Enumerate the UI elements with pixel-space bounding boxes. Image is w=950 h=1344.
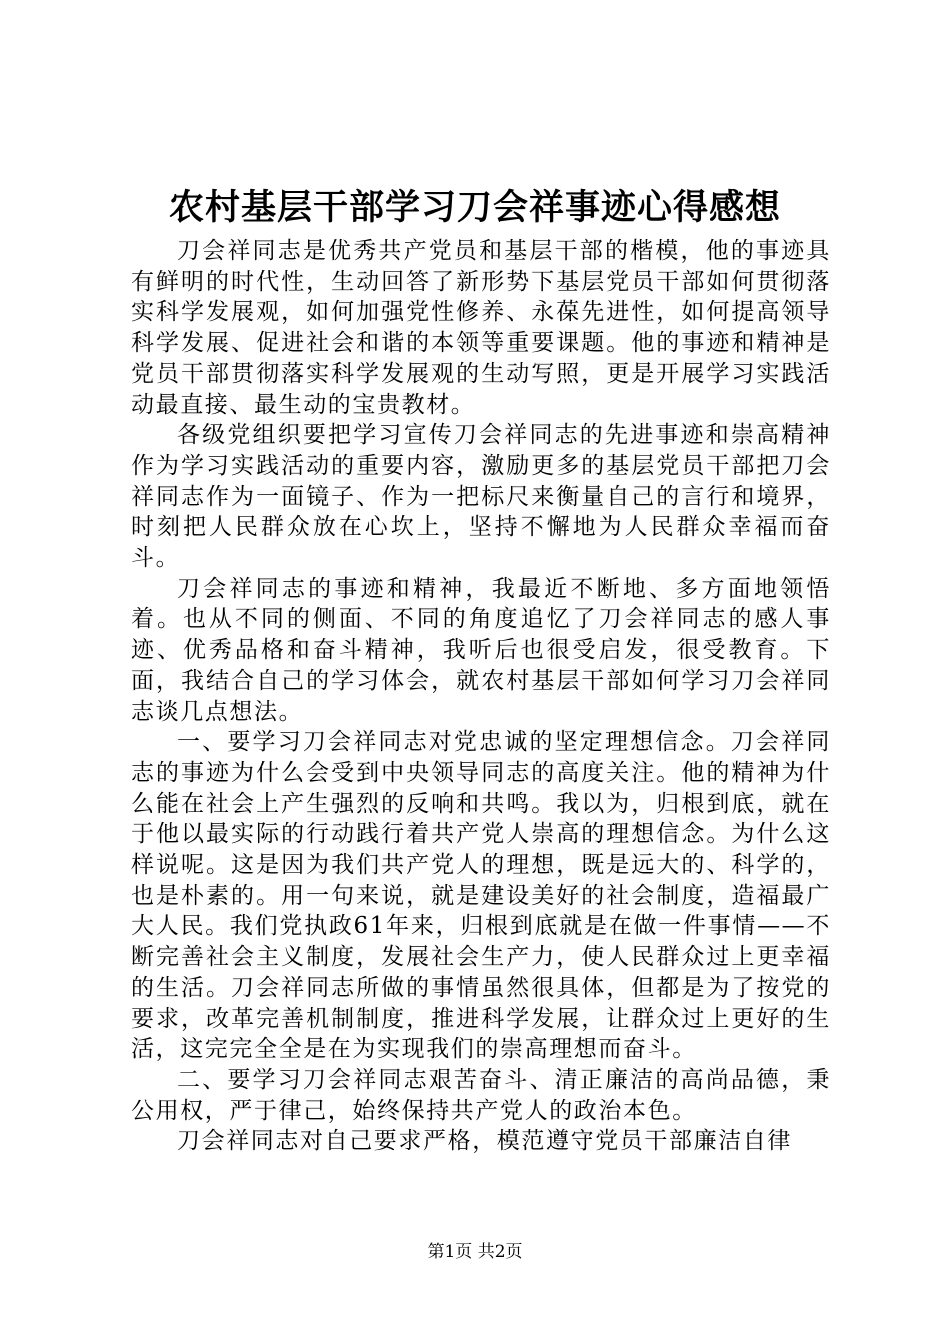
paragraph: 刀会祥同志对自己要求严格，模范遵守党员干部廉洁自律 (177, 1128, 792, 1155)
document-title: 农村基层干部学习刀会祥事迹心得感想 (168, 187, 781, 228)
paragraph: 刀会祥同志的事迹和精神，我最近不断地、多方面地领悟着。也从不同的侧面、不同的角度追忆了刀会祥同志的感人事迹、优秀品格和奋斗精神，我听后也很受启发，很受教育。下面，我结合自己的学习体会，就农村基层干部如何学习刀会祥同志谈几点想法。 (131, 575, 831, 725)
paragraph: 各级党组织要把学习宣传刀会祥同志的先进事迹和崇高精神作为学习实践活动的重要内容，激励更多的基层党员干部把刀会祥同志作为一面镜子、作为一把标尺来衡量自己的言行和境界，时刻把人民群众放在心坎上，坚持不懈地为人民群众幸福而奋斗。 (131, 422, 831, 572)
paragraph: 一、要学习刀会祥同志对党忠诚的坚定理想信念。刀会祥同志的事迹为什么会受到中央领导同志的高度关注。他的精神为什么能在社会上产生强烈的反响和共鸣。我以为，归根到底，就在于他以最实际的行动践行着共产党人崇高的理想信念。为什么这样说呢。这是因为我们共产党人的理想，既是远大的、科学的，也是朴素的。用一句来说，就是建设美好的社会制度，造福最广大人民。我们党执政61年来，归根到底就是在做一件事情——不断完善社会主义制度，发展社会生产力，使人民群众过上更幸福的生活。刀会祥同志所做的事情虽然很具体，但都是为了按党的要求，改革完善机制制度，推进科学发展，让群众过上更好的生活，这完完全全是在为实现我们的崇高理想而奋斗。 (131, 729, 831, 1063)
paragraph: 二、要学习刀会祥同志艰苦奋斗、清正廉洁的高尚品德，秉公用权，严于律己，始终保持共产党人的政治本色。 (131, 1066, 831, 1124)
document-body (131, 236, 831, 1157)
paragraph: 刀会祥同志是优秀共产党员和基层干部的楷模，他的事迹具有鲜明的时代性，生动回答了新形势下基层党员干部如何贯彻落实科学发展观，如何加强党性修养、永葆先进性，如何提高领导科学发展、促进社会和谐的本领等重要课题。他的事迹和精神是党员干部贯彻落实科学发展观的生动写照，更是开展学习实践活动最直接、最生动的宝贵教材。 (131, 238, 831, 418)
page-footer: 第1页 共2页 (427, 1242, 523, 1262)
